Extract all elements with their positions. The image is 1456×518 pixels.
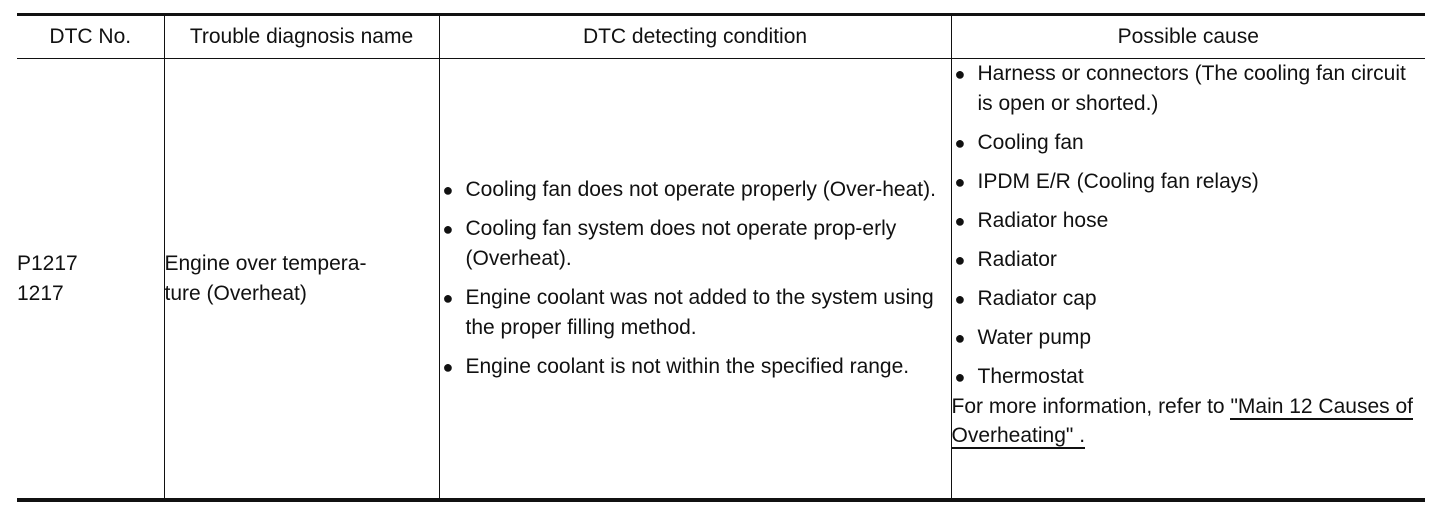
overheating-causes-link[interactable]: "Main 12 Causes of Overheating" . xyxy=(951,395,1413,447)
header-row xyxy=(17,15,1425,59)
condition-text: Engine coolant was not added to the system using the proper filling method. xyxy=(465,286,934,339)
cause-item xyxy=(952,167,1426,197)
cause-item xyxy=(952,284,1426,314)
dtc-table xyxy=(17,13,1425,502)
bullet-icon: ● xyxy=(954,328,966,348)
bullet-icon: ● xyxy=(954,133,966,153)
bullet-icon: ● xyxy=(442,219,454,239)
cause-list xyxy=(952,59,1426,392)
cause-text: Harness or connectors (The cooling fan circuit is open or shorted.) xyxy=(977,62,1406,115)
cause-text: Thermostat xyxy=(977,365,1084,388)
cause-text: Cooling fan xyxy=(977,131,1084,154)
bullet-icon: ● xyxy=(954,64,966,84)
cause-item xyxy=(952,323,1426,353)
cause-text: Radiator cap xyxy=(977,287,1097,310)
bullet-icon: ● xyxy=(954,211,966,231)
bullet-icon: ● xyxy=(442,180,454,200)
cause-text: Water pump xyxy=(977,326,1092,349)
trouble-name-line: Engine over tempera- xyxy=(164,251,367,275)
dtc-no-cell xyxy=(17,59,164,501)
cause-item xyxy=(952,206,1426,236)
bullet-icon: ● xyxy=(954,289,966,309)
dtc-code-alt: 1217 xyxy=(17,281,64,305)
condition-text: Engine coolant is not within the specified range. xyxy=(465,355,910,378)
cause-text: Radiator xyxy=(977,248,1057,271)
cause-item xyxy=(952,128,1426,158)
table-row xyxy=(17,59,1425,501)
detecting-condition-cell xyxy=(439,59,951,501)
header-possible-cause: Possible cause xyxy=(951,15,1425,59)
condition-item xyxy=(440,352,951,382)
trouble-name-line: ture (Overheat) xyxy=(164,281,307,305)
cause-text: IPDM E/R (Cooling fan relays) xyxy=(977,170,1259,193)
condition-list xyxy=(440,175,951,382)
bullet-icon: ● xyxy=(954,172,966,192)
trouble-name-cell xyxy=(164,59,439,501)
condition-item xyxy=(440,214,951,274)
cause-text: Radiator hose xyxy=(977,209,1109,232)
possible-cause-cell xyxy=(951,59,1425,501)
header-detecting-condition: DTC detecting condition xyxy=(439,15,951,59)
header-dtc-no: DTC No. xyxy=(17,15,164,59)
cause-item xyxy=(952,59,1426,119)
condition-item xyxy=(440,283,951,343)
bullet-icon: ● xyxy=(442,357,454,377)
condition-text: Cooling fan system does not operate prop-erly (Overheat). xyxy=(465,217,897,270)
bullet-icon: ● xyxy=(442,288,454,308)
cause-item xyxy=(952,362,1426,392)
bullet-icon: ● xyxy=(954,367,966,387)
header-trouble-name: Trouble diagnosis name xyxy=(164,15,439,59)
condition-text: Cooling fan does not operate properly (Over-heat). xyxy=(465,178,936,201)
cause-item xyxy=(952,245,1426,275)
more-info-text: For more information, refer to xyxy=(951,395,1231,418)
condition-item xyxy=(440,175,951,205)
bullet-icon: ● xyxy=(954,250,966,270)
dtc-code: P1217 xyxy=(17,251,78,275)
more-info-note xyxy=(952,392,1426,450)
